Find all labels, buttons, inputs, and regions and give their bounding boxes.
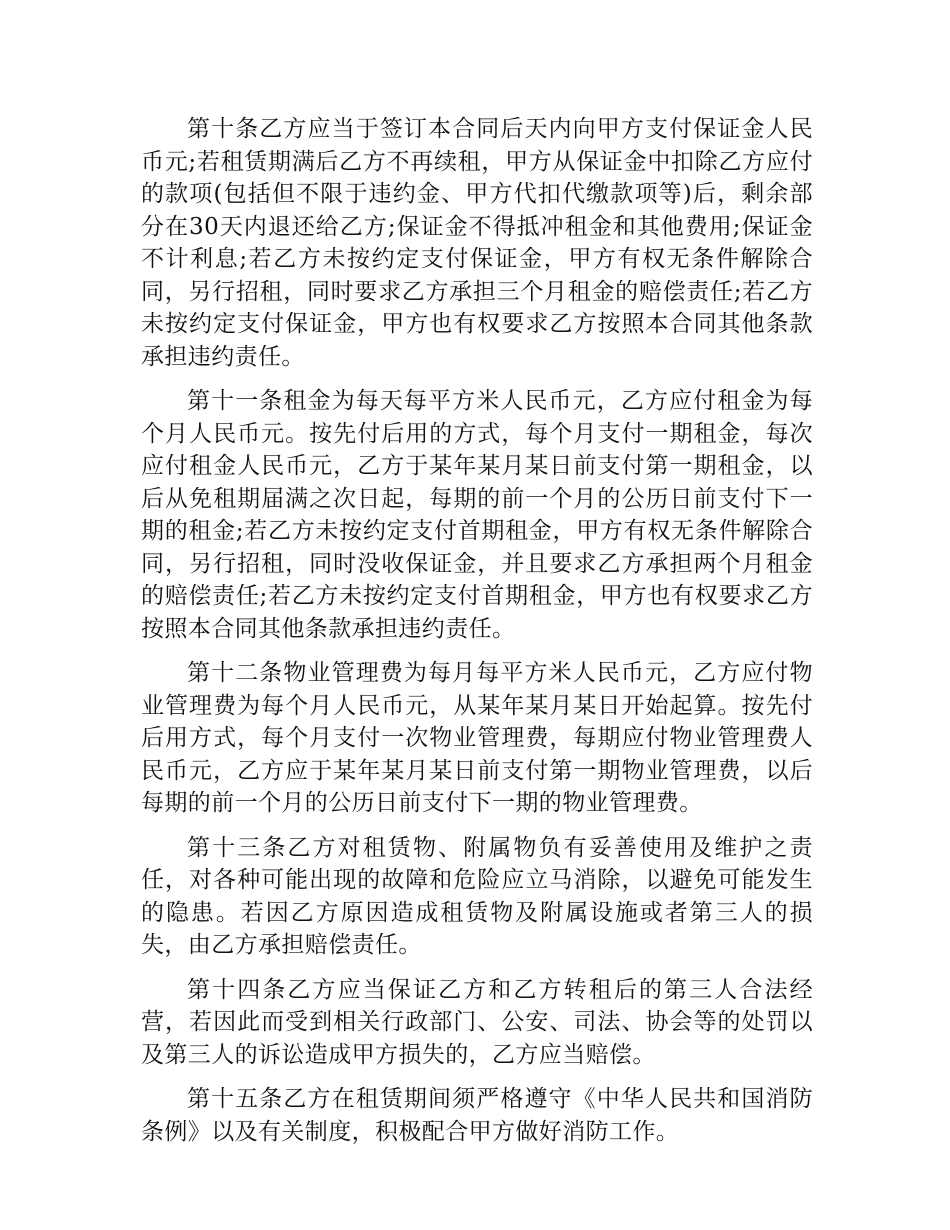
article-13-paragraph: 第十三条乙方对租赁物、附属物负有妥善使用及维护之责任，对各种可能出现的故障和危险应立马消除，以避免可能发生的隐患。若因乙方原因造成租赁物及附属设施或者第三人的损失，由乙方承担赔偿责任。 bbox=[141, 834, 813, 958]
article-10-paragraph: 第十条乙方应当于签订本合同后天内向甲方支付保证金人民币元;若租赁期满后乙方不再续租，甲方从保证金中扣除乙方应付的款项(包括但不限于违约金、甲方代扣代缴款项等)后，剩余部分在30天内退还给乙方;保证金不得抵冲租金和其他费用;保证金不计利息;若乙方未按约定支付保证金，甲方有权无条件解除合同，另行招租，同时要求乙方承担三个月租金的赔偿责任;若乙方未按约定支付保证金，甲方也有权要求乙方按照本合同其他条款承担违约责任。 bbox=[141, 116, 813, 370]
document-body bbox=[141, 113, 813, 1160]
article-14-paragraph: 第十四条乙方应当保证乙方和乙方转租后的第三人合法经营，若因此而受到相关行政部门、公安、司法、协会等的处罚以及第三人的诉讼造成甲方损失的，乙方应当赔偿。 bbox=[141, 976, 813, 1068]
article-11-paragraph: 第十一条租金为每天每平方米人民币元，乙方应付租金为每个月人民币元。按先付后用的方式，每个月支付一期租金，每次应付租金人民币元，乙方于某年某月某日前支付第一期租金，以后从免租期届满之次日起，每期的前一个月的公历日前支付下一期的租金;若乙方未按约定支付首期租金，甲方有权无条件解除合同，另行招租，同时没收保证金，并且要求乙方承担两个月租金的赔偿责任;若乙方未按约定支付首期租金，甲方也有权要求乙方按照本合同其他条款承担违约责任。 bbox=[141, 388, 813, 642]
article-12-paragraph: 第十二条物业管理费为每月每平方米人民币元，乙方应付物业管理费为每个月人民币元，从某年某月某日开始起算。按先付后用方式，每个月支付一次物业管理费，每期应付物业管理费人民币元，乙方应于某年某月某日前支付第一期物业管理费，以后每期的前一个月的公历日前支付下一期的物业管理费。 bbox=[141, 660, 813, 816]
article-15-paragraph: 第十五条乙方在租赁期间须严格遵守《中华人民共和国消防条例》以及有关制度，积极配合甲方做好消防工作。 bbox=[141, 1086, 813, 1145]
